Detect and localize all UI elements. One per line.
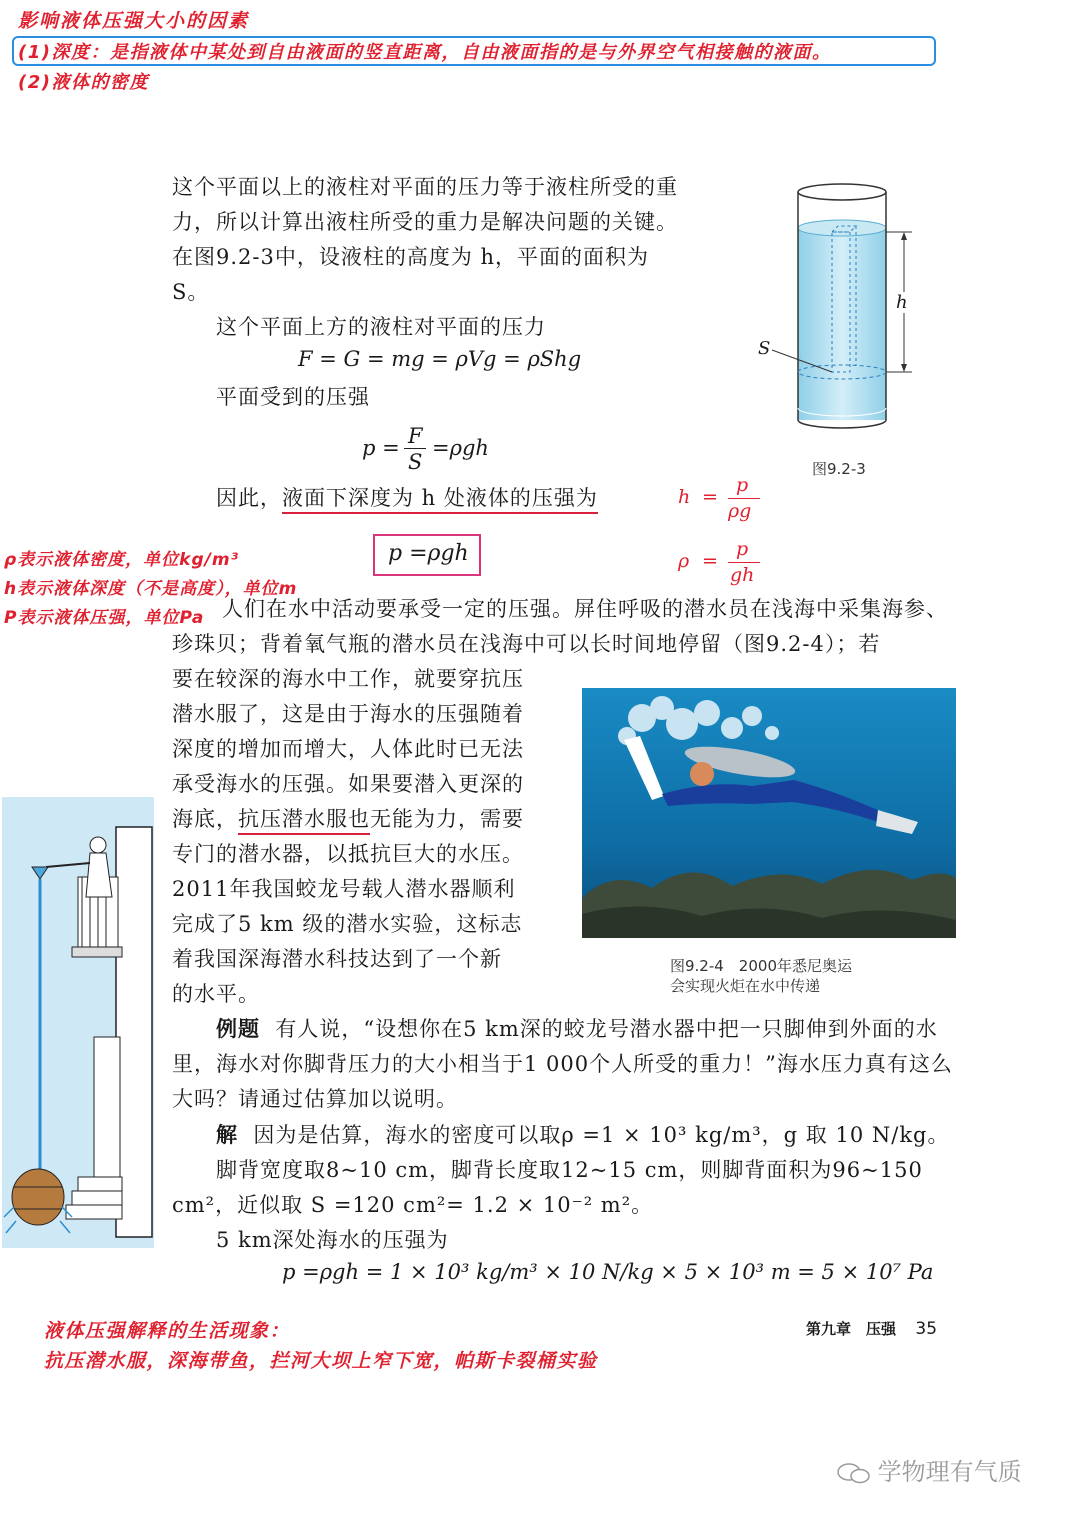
barrel [12, 1169, 64, 1225]
formula-pressure-num: F [408, 424, 423, 448]
text-line: 要在较深的海水中工作，就要穿抗压 [172, 667, 524, 691]
caption-line: 会实现火炬在水中传递 [670, 977, 821, 995]
label-h: h [896, 292, 908, 313]
solution-line-1 [216, 1118, 966, 1153]
example-text: 有人说，“设想你在5 km深的蛟龙号潜水器中把一只脚伸到外面的水里，海水对你脚背压力的大小相当于1 000个人所受的重力！”海水压力真有这么大吗？请通过估算加以说明。 [172, 1017, 953, 1111]
symbol-note-rho: ρ表示液体密度，单位kg/m³ [4, 550, 240, 570]
note-fraction-bar-rho [728, 562, 760, 563]
formula-pressure [362, 424, 502, 474]
formula-pressure-lhs: p = [362, 436, 400, 460]
watermark-text: 学物理有气质 [877, 1458, 1022, 1486]
text-line: 承受海水的压强。如果要潜入更深的 [172, 772, 524, 796]
suit-underlined: 抗压潜水服也 [238, 807, 370, 835]
text-fragment: 无能为力，需要 [370, 807, 524, 831]
solution-text-1: 因为是估算，海水的密度可以取ρ =1 × 10³ kg/m³，g 取 10 N/kg。 [253, 1123, 950, 1147]
formula-liquid-pressure: p =ρgh [388, 541, 469, 566]
pascal-barrel-drawing [2, 797, 154, 1248]
note-fraction-bar-h [728, 498, 760, 499]
conclusion-underlined: 液面下深度为 h 处液体的压强为 [282, 486, 598, 514]
reef-foreground [582, 906, 956, 938]
bottom-notes [44, 1316, 598, 1376]
paragraph-intro: 这个平面以上的液柱对平面的压力等于液柱所受的重力，所以计算出液柱所受的重力是解决问题的关键。在图9.2-3中，设液柱的高度为 h，平面的面积为 S。 [172, 175, 678, 304]
note-formula-h-lhs: h [678, 486, 691, 508]
paragraph-pressure-label: 平面受到的压强 [216, 385, 370, 409]
doorway [94, 1037, 120, 1187]
bottom-note-items: 抗压潜水服，深海带鱼，拦河大坝上窄下宽，帕斯卡裂桶实验 [44, 1350, 598, 1372]
page-number: 35 [915, 1319, 938, 1339]
diver-head [690, 762, 714, 786]
symbol-note-p: P表示液体压强，单位Pa [4, 608, 205, 628]
text-line: 的水平。 [172, 982, 260, 1006]
diver-photo [582, 688, 956, 938]
wechat-icon [836, 1462, 870, 1484]
example-problem [172, 1012, 962, 1117]
text-line: 2011年我国蛟龙号载人潜水器顺利 [172, 877, 516, 901]
diver-photo-caption [670, 956, 852, 996]
water-column [798, 228, 886, 420]
note-formula-rho-num: p [736, 538, 749, 560]
figure-cylinder [750, 180, 930, 460]
page-footer [806, 1318, 937, 1339]
text-line: 完成了5 km 级的潜水实验，这标志 [172, 912, 523, 936]
paragraph-diving-col [172, 662, 572, 1012]
note-formula-rho-lhs: ρ [678, 550, 690, 572]
bottom-note-title: 液体压强解释的生活现象： [44, 1320, 291, 1342]
pascal-barrel-illustration [2, 797, 154, 1248]
solution-line-3: 5 km深处海水的压强为 [216, 1228, 449, 1252]
note-depth-definition: (1)深度：是指液体中某处到自由液面的竖直距离，自由液面指的是与外界空气相接触的液面。 [18, 42, 832, 63]
solution-line-2: 脚背宽度取8~10 cm，脚背长度取12~15 cm，则脚背面积为96~150 cm²，近似取 S =120 cm²= 1.2 × 10⁻² m²。 [172, 1158, 923, 1217]
solution-label: 解 [216, 1123, 238, 1147]
water-surface [798, 220, 886, 236]
funnel [32, 867, 48, 879]
paragraph-diving: 人们在水中活动要承受一定的压强。屏住呼吸的潜水员在浅海中采集海参、珍珠贝；背着氧气瓶的潜水员在浅海中可以长时间地停留（图9.2-4）；若 [172, 597, 948, 656]
caption-line: 图9.2-4 2000年悉尼奥运 [670, 957, 852, 975]
fraction-bar [404, 448, 426, 449]
paragraph-pressure-force: 这个平面上方的液柱对平面的压力 [216, 315, 546, 339]
text-line [172, 802, 572, 837]
chapter-label: 第九章 压强 [806, 1320, 897, 1338]
formula-sea-pressure: p =ρgh = 1 × 10³ kg/m³ × 10 N/kg × 5 × 10³ m = 5 × 10⁷ Pa [282, 1260, 934, 1284]
text-line: 着我国深海潜水科技达到了一个新 [172, 947, 502, 971]
example-label: 例题 [216, 1017, 260, 1041]
note-formula-h-eq: = [702, 486, 718, 508]
formula-pressure-den: S [408, 450, 423, 474]
h-arrow-head-bottom [901, 364, 907, 372]
building-wall [116, 827, 152, 1237]
text-line: 潜水服了，这是由于海水的压强随着 [172, 702, 524, 726]
note-formula-rho-den: gh [730, 564, 755, 586]
paragraph-conclusion [216, 481, 598, 516]
text-line: 专门的潜水器，以抵抗巨大的水压。 [172, 842, 524, 866]
formula-force: F = G = mg = ρVg = ρShg [298, 347, 582, 371]
text-fragment: 海底， [172, 807, 238, 831]
person-arm [46, 863, 90, 867]
cylinder-top [798, 184, 886, 200]
conclusion-prefix: 因此， [216, 486, 282, 510]
diver-scene [582, 688, 956, 938]
note-title: 影响液体压强大小的因素 [18, 10, 250, 32]
note-density: (2)液体的密度 [18, 72, 149, 93]
note-formula-h-den: ρg [728, 500, 752, 522]
note-formula-h [678, 474, 768, 524]
note-formula-rho [678, 538, 768, 588]
figure-cylinder-caption: 图9.2-3 [812, 460, 866, 478]
h-arrow-head-top [901, 232, 907, 240]
text-line: 深度的增加而增大，人体此时已无法 [172, 737, 524, 761]
stairs [66, 1177, 122, 1219]
formula-pressure-rhs: =ρgh [432, 436, 489, 460]
note-formula-rho-eq: = [702, 550, 718, 572]
person-body [86, 853, 112, 897]
watermark [836, 1452, 1022, 1487]
symbol-note-h: h表示液体深度（不是高度），单位m [4, 579, 298, 599]
person-head [90, 837, 106, 853]
note-formula-h-num: p [736, 474, 749, 496]
label-s: S [758, 338, 771, 359]
cylinder-diagram [750, 180, 930, 460]
